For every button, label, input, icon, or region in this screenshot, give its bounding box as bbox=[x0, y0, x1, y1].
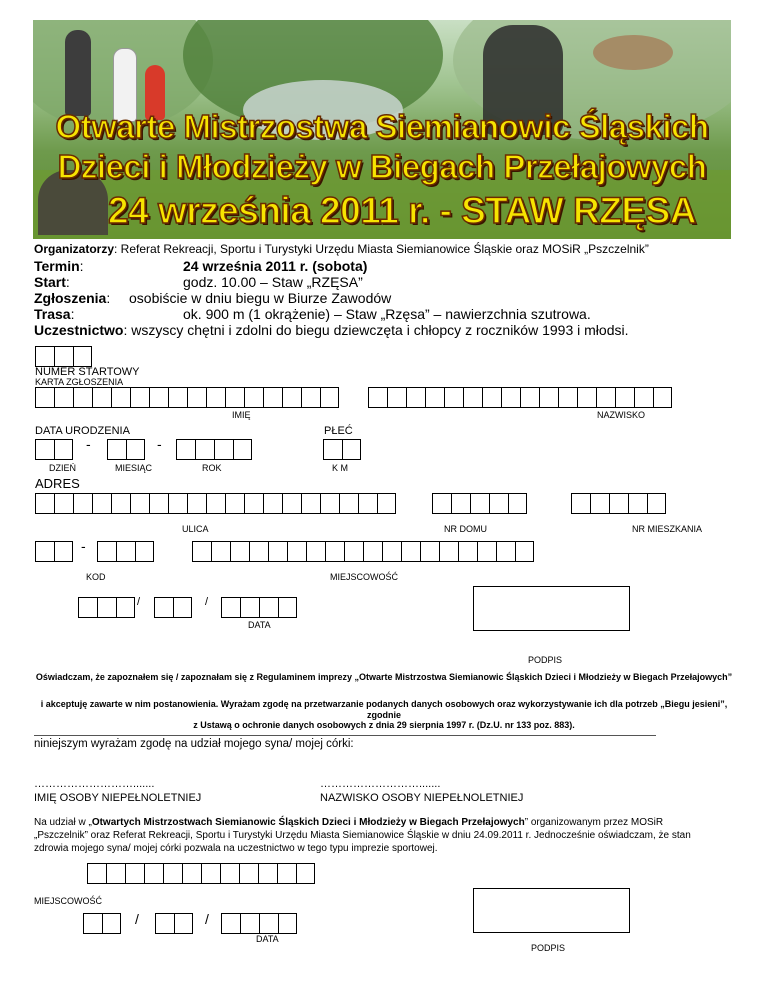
data-label: DATA bbox=[248, 620, 271, 630]
organizers-text: : Referat Rekreacji, Sportu i Turystyki Urzędu Miasta Siemianowice Śląskie oraz MOSiR „Pszczelnik” bbox=[114, 242, 649, 256]
guardian-signature-box[interactable] bbox=[473, 888, 630, 933]
nr-domu-field[interactable] bbox=[432, 493, 527, 514]
data-urodzenia-label: DATA URODZENIA bbox=[35, 425, 130, 437]
banner-title-line3: 24 września 2011 r. - STAW RZĘSA bbox=[108, 190, 696, 231]
imie-dots: ………………………....... bbox=[34, 778, 155, 790]
start-value: godz. 10.00 – Staw „RZĘSA” bbox=[183, 274, 363, 290]
guardian-podpis-label: PODPIS bbox=[531, 943, 566, 953]
dash: - bbox=[86, 436, 91, 452]
guardian-data-label: DATA bbox=[256, 934, 279, 944]
numer-startowy-field[interactable] bbox=[35, 346, 92, 367]
ulica-field[interactable] bbox=[35, 493, 396, 514]
termin-value: 24 września 2011 r. (sobota) bbox=[183, 258, 368, 274]
nr-domu-label: NR DOMU bbox=[444, 524, 487, 534]
plec-field[interactable] bbox=[323, 439, 361, 460]
dzien-field[interactable] bbox=[35, 439, 73, 460]
dash: - bbox=[81, 538, 86, 554]
miesiac-field[interactable] bbox=[107, 439, 145, 460]
rok-label: ROK bbox=[202, 463, 222, 473]
guardian-data-day-field[interactable] bbox=[83, 913, 121, 934]
organizers-line bbox=[34, 241, 649, 258]
slash: / bbox=[137, 596, 141, 608]
start-label: Start: bbox=[34, 274, 70, 290]
runner-figure bbox=[65, 30, 91, 116]
karta-label: KARTA ZGŁOSZENIA bbox=[35, 377, 124, 387]
zgloszenia-value: osobiście w dniu biegu w Biurze Zawodów bbox=[129, 290, 392, 306]
kod-field-part2[interactable] bbox=[97, 541, 154, 562]
ulica-label: ULICA bbox=[182, 524, 209, 534]
plec-label: PŁEĆ bbox=[324, 425, 353, 437]
banner-title-line1: Otwarte Mistrzostwa Siemianowic Śląskich bbox=[55, 108, 709, 145]
nr-mieszkania-label: NR MIESZKANIA bbox=[632, 524, 703, 534]
nazwisko-dots: ………………………....... bbox=[320, 778, 441, 790]
guardian-paragraph: Na udział w „Otwartych Mistrzostwach Siemianowic Śląskich Dzieci i Młodzieży w Biegach Przełajowych” organizowanym przez MOSiR „Pszczelnik” oraz Referat Rekreacji, Sportu i Turystyki Urzędu Miasta Siemianowice Śląskie w dniu 24.09.2011 r. Jednocześnie oświadczam, że stan zdrowia mojego syna/ mojej córki pozwala na uczestnictwo w tego typu imprezie sportowej. bbox=[34, 817, 691, 854]
data-month-field[interactable] bbox=[154, 597, 192, 618]
event-banner bbox=[33, 20, 731, 239]
data-year-field[interactable] bbox=[221, 597, 297, 618]
rok-field[interactable] bbox=[176, 439, 252, 460]
km-label: K M bbox=[332, 463, 349, 473]
consent-text: niniejszym wyrażam zgodę na udział mojego syna/ mojej córki: bbox=[34, 738, 354, 750]
termin-label: Termin: bbox=[34, 258, 84, 274]
statement-line4: z Ustawą o ochronie danych osobowych z dnia 29 sierpnia 1997 r. (Dz.U. nr 133 poz. 883). bbox=[193, 720, 575, 730]
guardian-miejscowosc-field[interactable] bbox=[87, 863, 315, 884]
statement-line2: i akceptuję zawarte w nim postanowienia. Wyrażam zgodę na przetwarzanie podanych danych osobowych oraz wykorzystywanie ich dla potrzeb „Biegu jesieni”, bbox=[40, 699, 728, 709]
trasa-label: Trasa: bbox=[34, 306, 75, 322]
miejscowosc-label: MIEJSCOWOŚĆ bbox=[330, 572, 399, 582]
miesiac-label: MIESIĄC bbox=[115, 463, 153, 473]
uczestnictwo-line: Uczestnictwo: wszyscy chętni i zdolni do biegu dziewczęta i chłopcy z roczników 1993 i młodsi. bbox=[34, 322, 629, 338]
kod-label: KOD bbox=[86, 572, 106, 582]
bird-figure bbox=[593, 35, 673, 70]
podpis-label: PODPIS bbox=[528, 655, 563, 665]
dash: - bbox=[157, 436, 162, 452]
adres-label: ADRES bbox=[35, 476, 80, 491]
slash: / bbox=[135, 911, 139, 927]
slash: / bbox=[205, 596, 209, 608]
nr-mieszkania-field[interactable] bbox=[571, 493, 666, 514]
trasa-value: ok. 900 m (1 okrążenie) – Staw „Rzęsa” – nawierzchnia szutrowa. bbox=[183, 306, 591, 322]
miejscowosc-field[interactable] bbox=[192, 541, 534, 562]
numer-startowy-label: NUMER STARTOWY bbox=[35, 366, 140, 378]
guardian-data-month-field[interactable] bbox=[155, 913, 193, 934]
dzien-label: DZIEŃ bbox=[49, 463, 76, 473]
nazwisko-osoby-label: NAZWISKO OSOBY NIEPEŁNOLETNIEJ bbox=[320, 792, 524, 804]
statement-line3: zgodnie bbox=[367, 710, 401, 720]
guardian-data-year-field[interactable] bbox=[221, 913, 297, 934]
guardian-miejscowosc-label: MIEJSCOWOŚĆ bbox=[34, 896, 103, 906]
imie-osoby-label: IMIĘ OSOBY NIEPEŁNOLETNIEJ bbox=[34, 792, 202, 804]
zgloszenia-label: Zgłoszenia: bbox=[34, 290, 111, 306]
signature-box[interactable] bbox=[473, 586, 630, 631]
slash: / bbox=[205, 911, 209, 927]
statement-line1: Oświadczam, że zapoznałem się / zapoznałam się z Regulaminem imprezy „Otwarte Mistrzostwa Siemianowic Śląskich Dzieci i Młodzieży w Biegach Przełajowych” bbox=[35, 672, 733, 682]
divider bbox=[34, 735, 656, 736]
data-day-field[interactable] bbox=[78, 597, 135, 618]
organizers-label: Organizatorzy bbox=[34, 242, 115, 256]
imie-field[interactable] bbox=[35, 387, 339, 408]
banner-title-line2: Dzieci i Młodzieży w Biegach Przełajowych bbox=[57, 148, 707, 185]
imie-label: IMIĘ bbox=[232, 410, 251, 420]
nazwisko-field[interactable] bbox=[368, 387, 672, 408]
kod-field-part1[interactable] bbox=[35, 541, 73, 562]
nazwisko-label: NAZWISKO bbox=[597, 410, 646, 420]
